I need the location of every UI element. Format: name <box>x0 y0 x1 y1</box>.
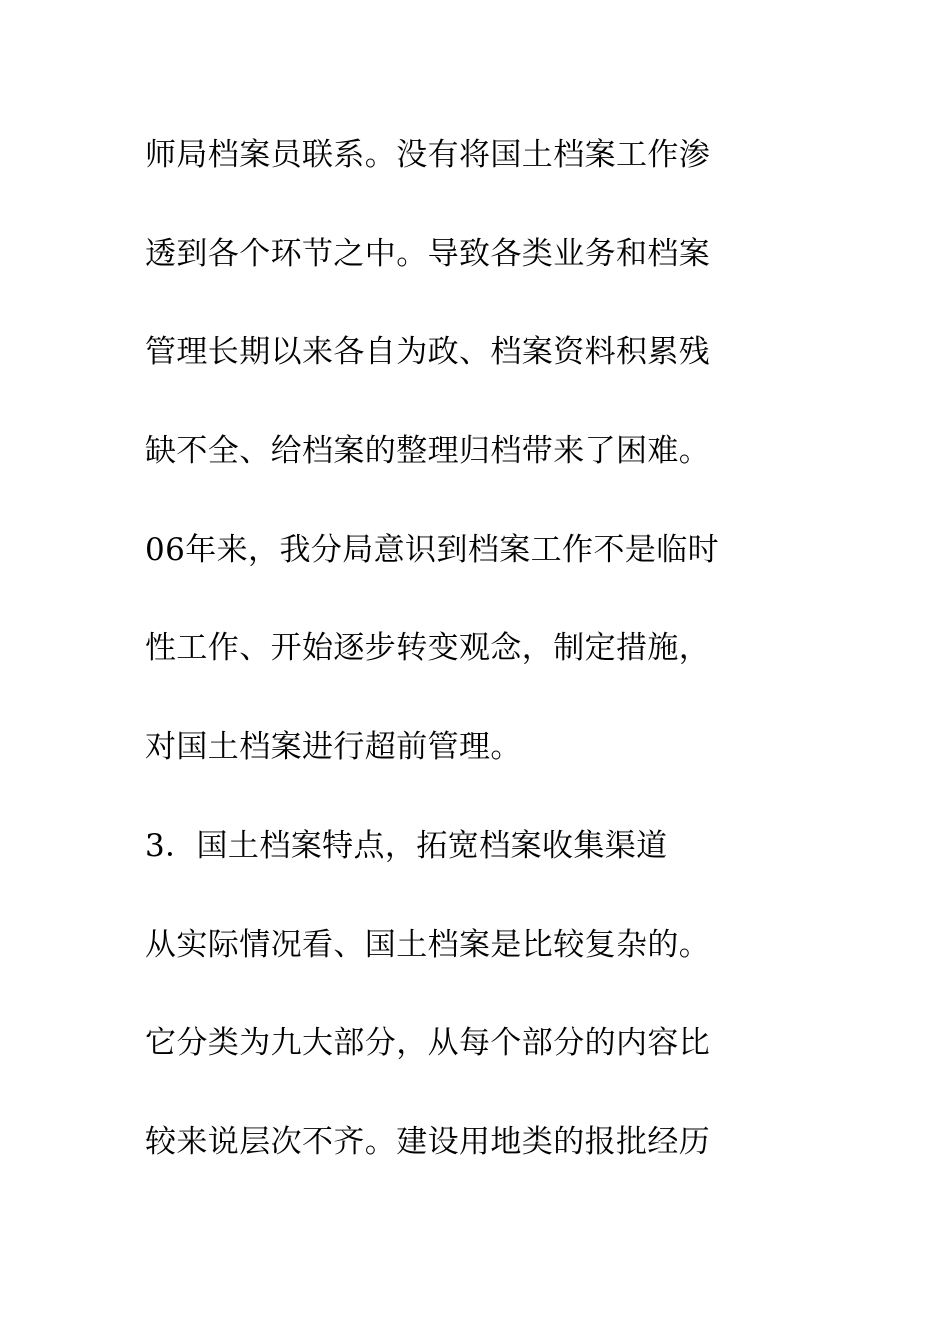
text-line: 透到各个环节之中。导致各类业务和档案 <box>145 235 711 272</box>
document-body <box>145 125 865 1211</box>
section-heading: 3．国土档案特点，拓宽档案收集渠道 <box>145 827 668 864</box>
text-line: 它分类为九大部分，从每个部分的内容比 <box>145 1025 711 1062</box>
text-line: 师局档案员联系。没有将国土档案工作渗 <box>145 137 711 173</box>
text-line: 06年来，我分局意识到档案工作不是临时 <box>145 531 720 568</box>
text-line: 对国土档案进行超前管理。 <box>145 729 522 766</box>
text-line: 管理长期以来各自为政、档案资料积累残 <box>145 334 711 371</box>
text-line: 较来说层次不齐。建设用地类的报批经历 <box>145 1123 711 1160</box>
text-line: 性工作、开始逐步转变观念，制定措施， <box>145 630 711 667</box>
text-line: 缺不全、给档案的整理归档带来了困难。 <box>145 433 711 470</box>
text-line: 从实际情况看、国土档案是比较复杂的。 <box>145 926 711 963</box>
